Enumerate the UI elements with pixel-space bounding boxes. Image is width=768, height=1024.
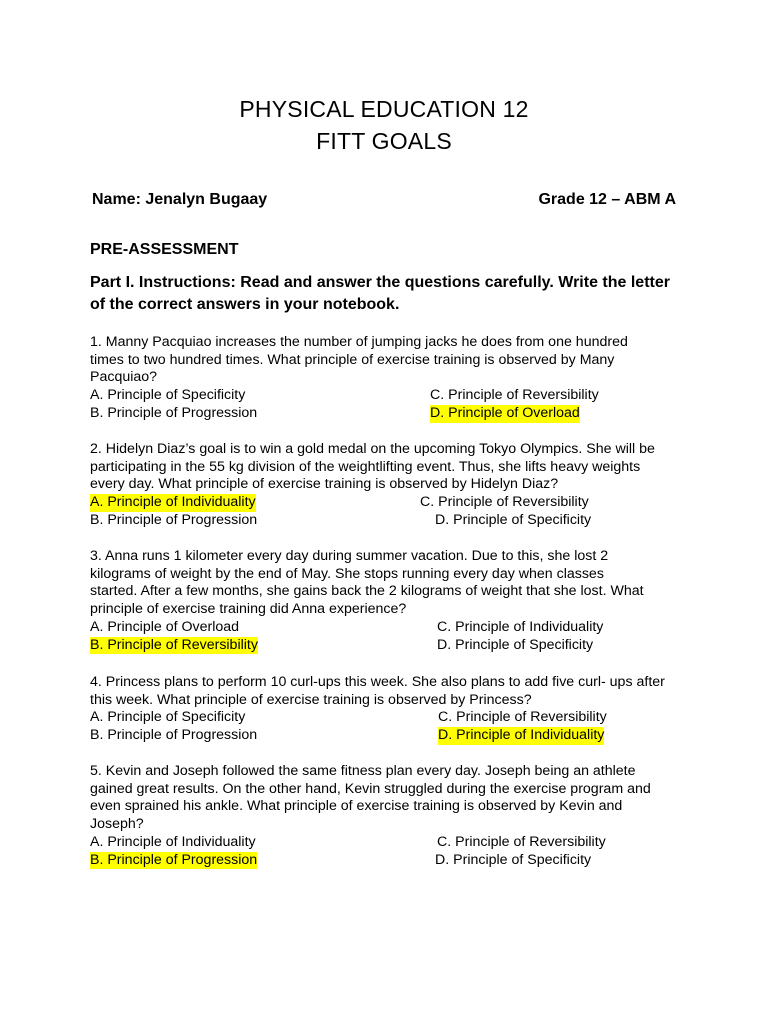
- option-c: C. Principle of Reversibility: [437, 833, 606, 850]
- option-a: A. Principle of Specificity: [90, 709, 246, 726]
- question-text: 1. Manny Pacquiao increases the number of jumping jacks he does from one hundred times to two hundred times. What principle of exercise training is observed by Many Pacquiao?: [90, 334, 628, 386]
- option-row: [90, 709, 690, 727]
- question-text: 3. Anna runs 1 kilometer every day during summer vacation. Due to this, she lost 2 kilograms of weight by the end of May. She stops running every day when classes started. After a few months, she gains back the 2 kilograms of weight that she lost. What principle of exercise training did Anna experience?: [90, 548, 644, 618]
- option-a: A. Principle of Specificity: [90, 387, 246, 404]
- option-row: [90, 512, 690, 530]
- question-text: 4. Princess plans to perform 10 curl-ups this week. She also plans to add five curl- ups after this week. What principle of exercise training is observed by Princess?: [90, 674, 665, 708]
- option-row: [90, 494, 690, 512]
- option-a: A. Principle of Individuality: [90, 833, 256, 850]
- option-c: C. Principle of Reversibility: [430, 387, 599, 404]
- option-c: C. Principle of Reversibility: [438, 709, 607, 726]
- question-2: [90, 441, 690, 529]
- option-d: D. Principle of Specificity: [435, 851, 592, 868]
- option-b: B. Principle of Progression: [90, 511, 258, 528]
- option-row: [90, 619, 690, 637]
- student-grade: Grade 12 – ABM A: [538, 191, 676, 208]
- document-title: PHYSICAL EDUCATION 12: [239, 96, 529, 122]
- option-d: D. Principle of Overload: [430, 404, 580, 421]
- option-a: A. Principle of Overload: [90, 618, 240, 635]
- option-a: A. Principle of Individuality: [90, 494, 256, 511]
- option-c: C. Principle of Individuality: [437, 618, 604, 635]
- option-row: [90, 637, 690, 655]
- option-row: [90, 405, 690, 423]
- option-d: D. Principle of Specificity: [437, 636, 594, 653]
- question-3: [90, 548, 690, 654]
- option-row: [90, 834, 690, 852]
- section-heading: PRE-ASSESSMENT: [90, 241, 239, 258]
- option-b: B. Principle of Progression: [90, 727, 258, 744]
- question-text: 2. Hidelyn Diaz’s goal is to win a gold medal on the upcoming Tokyo Olympics. She will be participating in the 55 kg division of the weightlifting event. Thus, she lifts heavy weights every day. What principle of exercise training is observed by Hidelyn Diaz?: [90, 441, 655, 493]
- question-4: [90, 674, 690, 745]
- option-d: D. Principle of Individuality: [438, 727, 605, 744]
- option-c: C. Principle of Reversibility: [420, 494, 589, 511]
- question-text: 5. Kevin and Joseph followed the same fitness plan every day. Joseph being an athlete gained great results. On the other hand, Kevin struggled during the exercise program and even sprained his ankle. What principle of exercise training is observed by Kevin and Joseph?: [90, 763, 651, 833]
- student-name: Name: Jenalyn Bugaay: [92, 191, 268, 208]
- option-row: [90, 727, 690, 745]
- option-d: D. Principle of Specificity: [435, 511, 592, 528]
- document-subtitle: FITT GOALS: [316, 128, 452, 154]
- student-info-row: [92, 189, 676, 211]
- question-1: [90, 334, 690, 422]
- instructions-text: Part I. Instructions: Read and answer the questions carefully. Write the letter of the correct answers in your notebook.: [90, 274, 670, 313]
- option-b: B. Principle of Progression: [90, 404, 258, 421]
- option-row: [90, 387, 690, 405]
- question-5: [90, 763, 690, 869]
- option-b: B. Principle of Progression: [90, 851, 258, 868]
- option-row: [90, 852, 690, 870]
- option-b: B. Principle of Reversibility: [90, 636, 258, 653]
